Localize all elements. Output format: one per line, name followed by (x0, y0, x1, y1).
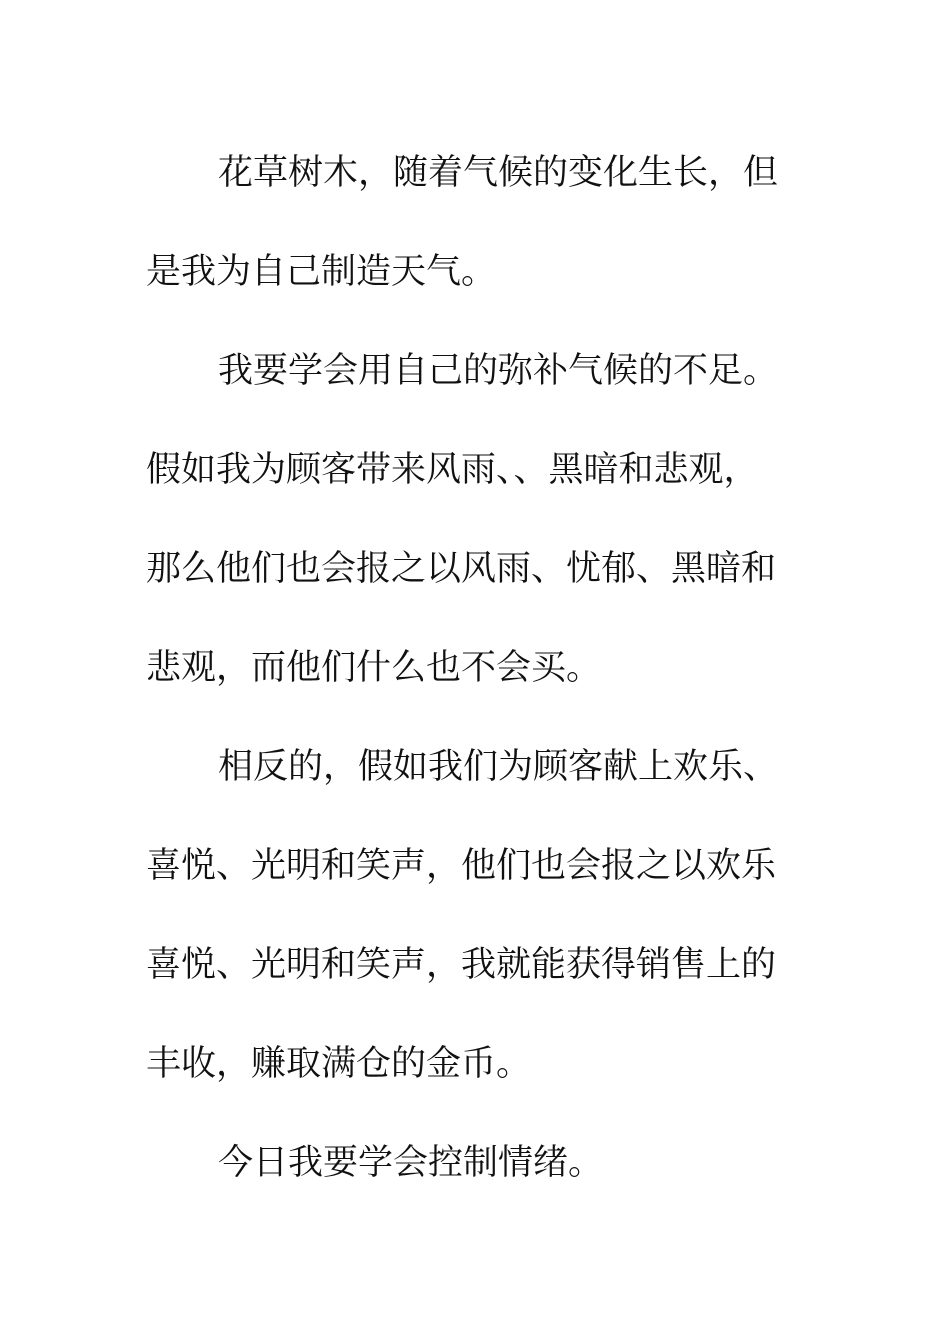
paragraph-1-line-2: 是我为自己制造天气。 (146, 252, 497, 292)
paragraph-4-line-1: 今日我要学会控制情绪。 (218, 1143, 604, 1183)
paragraph-2-line-2: 假如我为顾客带来风雨、、黑暗和悲观， (146, 450, 759, 490)
paragraph-2-line-3: 那么他们也会报之以风雨、忧郁、黑暗和 (146, 549, 777, 589)
paragraph-3-line-1: 相反的，假如我们为顾客献上欢乐、 (218, 747, 779, 787)
document-body (146, 124, 808, 1213)
paragraph-2-line-4: 悲观，而他们什么也不会买。 (146, 648, 602, 688)
paragraph-1-line-1: 花草树木，随着气候的变化生长，但 (218, 153, 779, 193)
paragraph-3-line-3: 喜悦、光明和笑声，我就能获得销售上的 (146, 945, 777, 985)
paragraph-2-line-1: 我要学会用自己的弥补气候的不足。 (218, 351, 779, 391)
paragraph-3-line-2: 喜悦、光明和笑声，他们也会报之以欢乐 (146, 846, 777, 886)
paragraph-3-line-4: 丰收，赚取满仓的金币。 (146, 1044, 532, 1084)
